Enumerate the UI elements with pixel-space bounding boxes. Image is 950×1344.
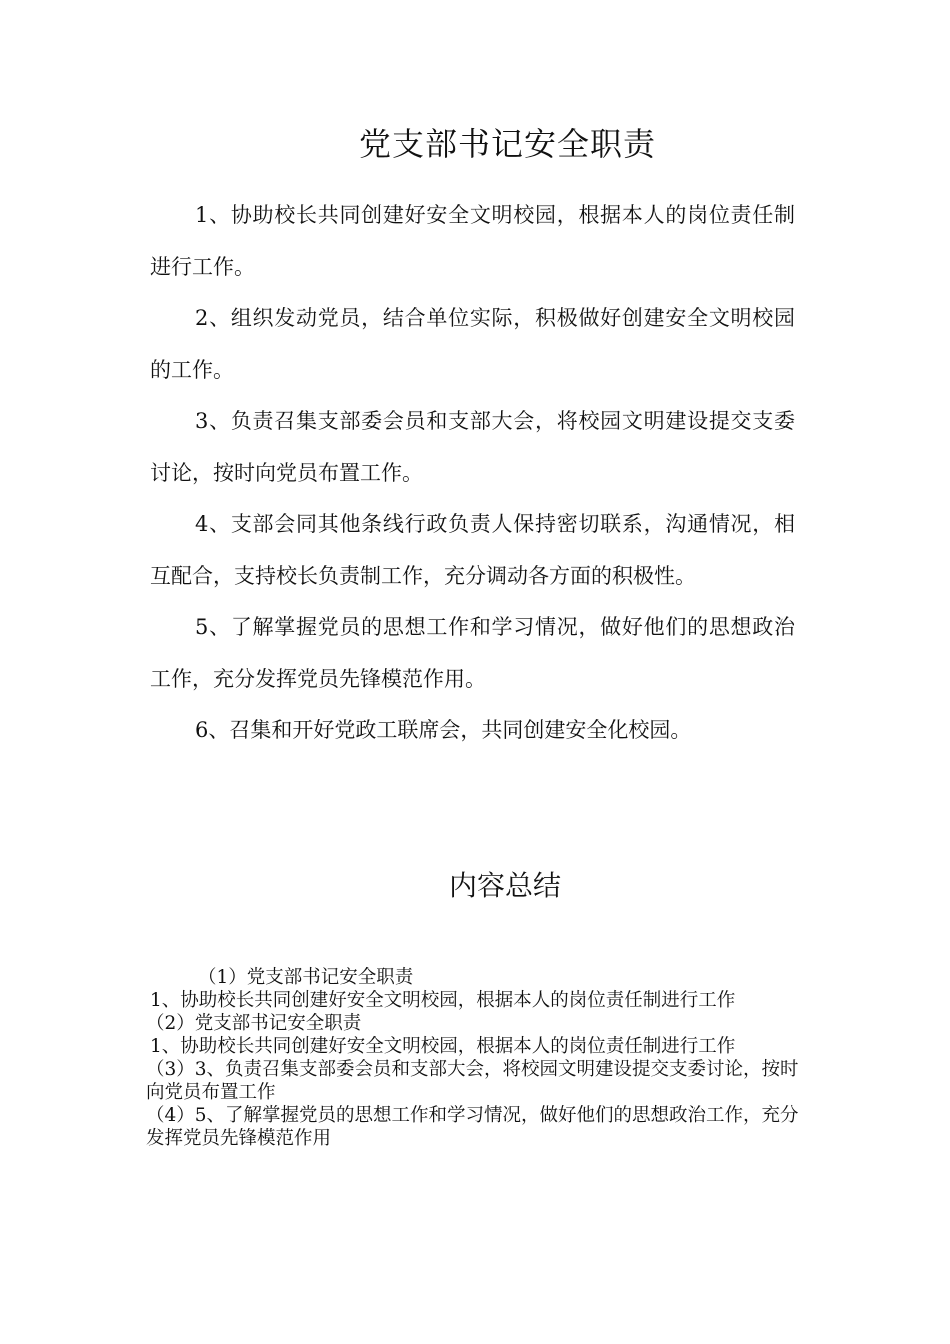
summary-title: 内容总结: [448, 869, 561, 902]
paragraph-4: 4、支部会同其他条线行政负责人保持密切联系，沟通情况，相互配合，支持校长负责制工作，充分调动各方面的积极性。: [150, 512, 795, 588]
summary-line-5: （3）3、负责召集支部委会员和支部大会，将校园文明建设提交支委讨论，按时向党员布置工作: [146, 1059, 799, 1103]
summary-line-1: （1）党支部书记安全职责: [198, 967, 414, 988]
page-title: 党支部书记安全职责: [358, 125, 656, 163]
main-paragraphs: [150, 190, 795, 757]
summary-section: [146, 966, 800, 1150]
paragraph-1: 1、协助校长共同创建好安全文明校园，根据本人的岗位责任制进行工作。: [150, 203, 795, 279]
paragraph-6: 6、召集和开好党政工联席会，共同创建安全化校园。: [195, 718, 692, 742]
summary-line-4: 1、协助校长共同创建好安全文明校园，根据本人的岗位责任制进行工作: [150, 1036, 736, 1057]
summary-line-3: （2）党支部书记安全职责: [146, 1013, 362, 1034]
paragraph-2: 2、组织发动党员，结合单位实际，积极做好创建安全文明校园的工作。: [150, 306, 795, 382]
summary-line-2: 1、协助校长共同创建好安全文明校园，根据本人的岗位责任制进行工作: [150, 990, 736, 1011]
paragraph-3: 3、负责召集支部委会员和支部大会，将校园文明建设提交支委讨论，按时向党员布置工作。: [150, 409, 795, 485]
summary-line-6: （4）5、了解掌握党员的思想工作和学习情况，做好他们的思想政治工作，充分发挥党员先锋模范作用: [146, 1105, 799, 1149]
paragraph-5: 5、了解掌握党员的思想工作和学习情况，做好他们的思想政治工作，充分发挥党员先锋模范作用。: [150, 615, 795, 691]
